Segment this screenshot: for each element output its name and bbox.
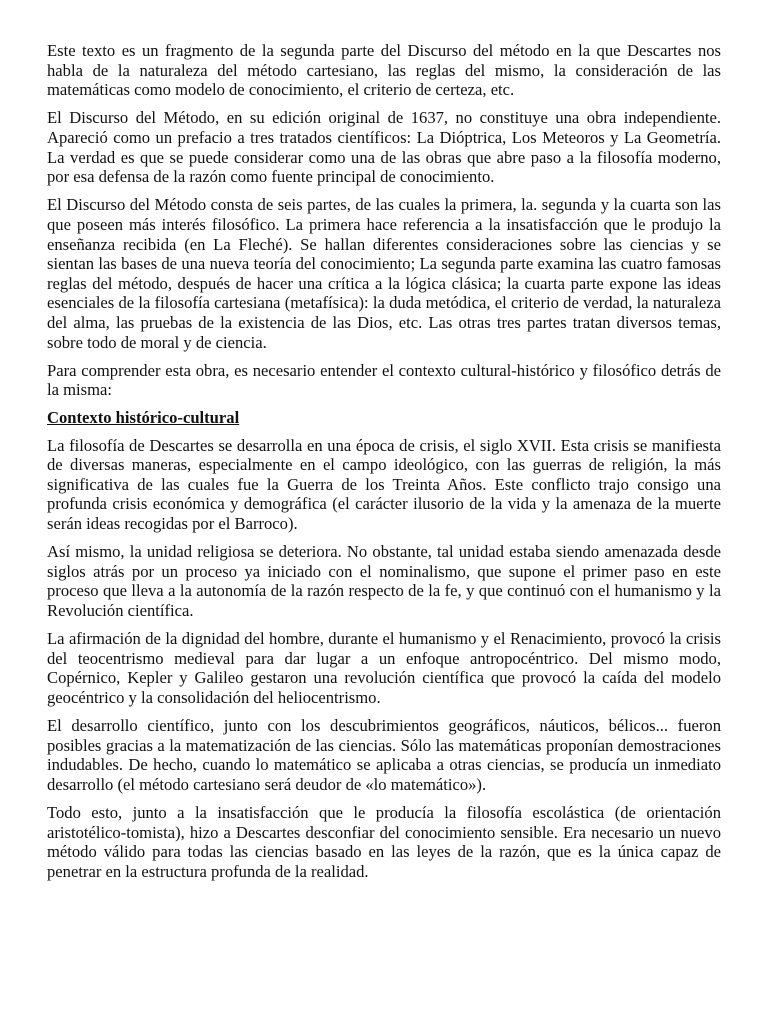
paragraph-intro: Este texto es un fragmento de la segunda parte del Discurso del método en la que Descartes nos habla de la naturaleza del método cartesiano, las reglas del mismo, la consideración de las matemáticas como modelo de conocimiento, el criterio de certeza, etc. <box>47 41 721 100</box>
section-heading: Contexto histórico-cultural <box>47 408 240 428</box>
paragraph-nuevo-metodo: Todo esto, junto a la insatisfacción que le producía la filosofía escolástica (de orientación aristotélico-tomista), hizo a Descartes desconfiar del conocimiento sensible. Era necesario un nuevo método válido para todas las ciencias basado en las leyes de la razón, que es la única capaz de penetrar en la estructura profunda de la realidad. <box>47 803 721 881</box>
paragraph-contexto-lead: Para comprender esta obra, es necesario entender el contexto cultural-histórico y filosófico detrás de la misma: <box>47 360 721 400</box>
paragraph-humanismo: La afirmación de la dignidad del hombre, durante el humanismo y el Renacimiento, provocó la crisis del teocentrismo medieval para dar lugar a un enfoque antropocéntrico. Del mismo modo, Copérnico, Kepler y Galileo gestaron una revolución científica que provocó la caída del modelo geocéntrico y la consolidación del heliocentrismo. <box>47 629 721 707</box>
paragraph-desarrollo-cientifico: El desarrollo científico, junto con los descubrimientos geográficos, náuticos, bélicos... fueron posibles gracias a la matematización de las ciencias. Sólo las matemáticas proponían demostraciones indudables. De hecho, cuando lo matemático se aplicaba a otras ciencias, se producía un inmediato desarrollo (el método cartesiano será deudor de «lo matemático»). <box>47 716 721 794</box>
paragraph-crisis: La filosofía de Descartes se desarrolla en una época de crisis, el siglo XVII. Esta crisis se manifiesta de diversas maneras, especialmente en el campo ideológico, con las guerras de religión, la más significativa de las cuales fue la Guerra de los Treinta Años. Este conflicto trajo consigo una profunda crisis económica y demográfica (el carácter ilusorio de la vida y la amenaza de la muerte serán ideas recogidas por el Barroco). <box>47 435 721 534</box>
paragraph-discurso-edicion: El Discurso del Método, en su edición original de 1637, no constituye una obra independiente. Apareció como un prefacio a tres tratados científicos: La Dióptrica, Los Meteoros y La Geometría. La verdad es que se puede considerar como una de las obras que abre paso a la filosofía moderno, por esa defensa de la razón como fuente principal de conocimiento. <box>47 108 721 187</box>
paragraph-unidad-religiosa: Así mismo, la unidad religiosa se deteriora. No obstante, tal unidad estaba siendo amenazada desde siglos atrás por un proceso ya iniciado con el nominalismo, que supone el primer paso en este proceso que lleva a la autonomía de la razón respecto de la fe, y que continuó con el humanismo y la Revolución científica. <box>47 542 721 620</box>
document-page <box>47 41 721 890</box>
paragraph-discurso-partes: El Discurso del Método consta de seis partes, de las cuales la primera, la. segunda y la cuarta son las que poseen más interés filosófico. La primera hace referencia a la insatisfacción que le produjo la enseñanza recibida (en La Fleché). Se hallan diferentes consideraciones sobre las ciencias y se sientan las bases de una nueva teoría del conocimiento; La segunda parte examina las cuatro famosas reglas del método, después de hacer una crítica a la lógica clásica; la cuarta parte expone las ideas esenciales de la filosofía cartesiana (metafísica): la duda metódica, el criterio de verdad, la naturaleza del alma, las pruebas de la existencia de las Dios, etc. Las otras tres partes tratan diversos temas, sobre todo de moral y de ciencia. <box>47 195 721 352</box>
